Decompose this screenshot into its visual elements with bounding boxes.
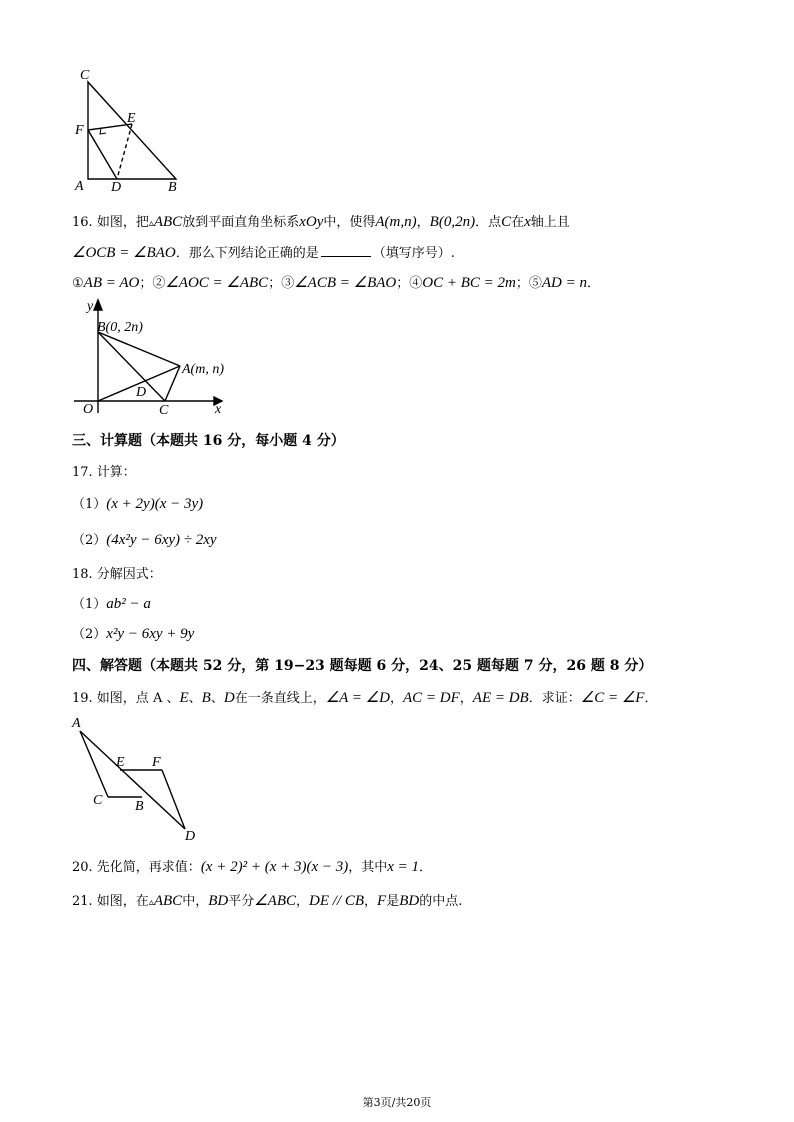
figure-q19 <box>70 713 210 845</box>
label-A: A <box>75 179 84 194</box>
section-3-heading: 三、计算题（本题共 16 分，每小题 4 分） <box>72 433 345 449</box>
label-C: C <box>80 68 90 83</box>
q16-line2: ∠OCB = ∠BAO．那么下列结论正确的是 （填写序号）. <box>72 245 455 261</box>
q19-text: 19. 如图，点 A 、E、B、D在一条直线上，∠A = ∠D，AC = DF，AE = DB．求证：∠C = ∠F． <box>72 690 658 706</box>
label-y: y <box>87 299 94 314</box>
label-F: F <box>75 123 84 138</box>
q18-part2: （2）x²y − 6xy + 9y <box>72 626 195 642</box>
label-O: O <box>83 402 94 417</box>
q17-part1: （1）(x + 2y)(x − 3y) <box>72 496 204 512</box>
q20-text: 20. 先化简，再求值：(x + 2)² + (x + 3)(x − 3)，其中x = 1． <box>72 859 433 875</box>
label-D: D <box>111 180 122 195</box>
label-A: A(m, n) <box>182 362 224 377</box>
page-footer: 第3页/共20页 <box>362 1096 432 1109</box>
label-E: E <box>127 111 136 126</box>
figure-q16 <box>70 298 240 418</box>
label-C: C <box>159 403 169 418</box>
q16-options: ①AB = AO；②∠AOC = ∠ABC；③∠ACB = ∠BAO；④OC + BC = 2m；⑤AD = n． <box>72 275 600 291</box>
label-B: B <box>135 799 144 814</box>
q16-line1: 16. 如图，把▵ABC放到平面直角坐标系xOy中，使得A(m,n)，B(0,2n)．点C在x轴上且 <box>72 214 570 230</box>
q17-part2: （2）(4x²y − 6xy) ÷ 2xy <box>72 532 217 548</box>
label-D: D <box>185 829 196 844</box>
answer-blank[interactable] <box>321 244 371 257</box>
label-E: E <box>116 755 125 770</box>
q17-title: 17. 计算： <box>72 465 136 480</box>
label-D: D <box>136 385 147 400</box>
label-F: F <box>152 755 161 770</box>
q18-part1: （1）ab² − a <box>72 596 151 612</box>
label-C: C <box>93 793 103 808</box>
label-B: B <box>168 180 177 195</box>
q21-text: 21. 如图，在▵ABC中，BD平分∠ABC，DE // CB，F是BD的中点. <box>72 893 463 909</box>
figure-q15 <box>70 62 190 198</box>
label-B: B(0, 2n) <box>97 320 143 335</box>
section-4-heading: 四、解答题（本题共 52 分，第 19−23 题每题 6 分，24、25 题每题 7 分，26 题 8 分） <box>72 658 653 674</box>
label-x: x <box>215 402 222 417</box>
label-A: A <box>72 716 81 731</box>
q18-title: 18. 分解因式： <box>72 567 162 582</box>
